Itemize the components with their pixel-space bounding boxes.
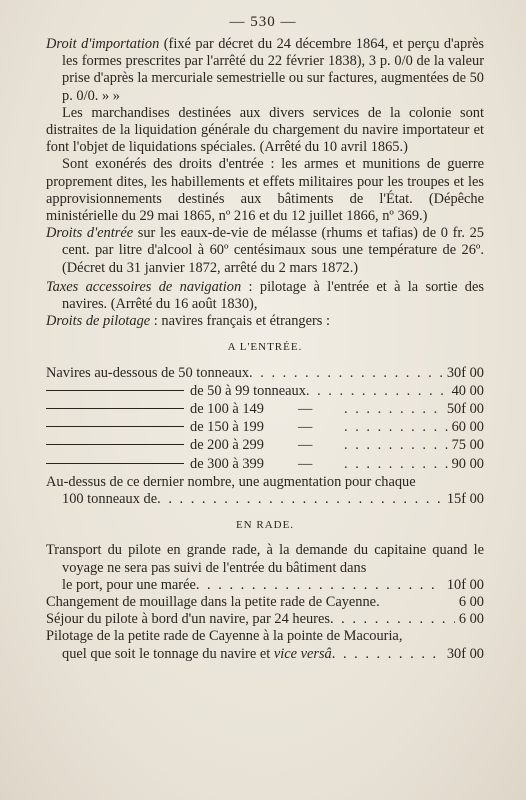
tariff-row-value: 30f 00	[446, 364, 484, 381]
tariff-row	[46, 383, 484, 401]
transport-lead: le port, pour une marée	[62, 576, 196, 593]
pilotage-text: Pilotage de la petite rade de Cayenne à la pointe de Macouria,	[46, 628, 403, 645]
leader-dots	[249, 365, 443, 382]
ditto-rule	[46, 390, 184, 391]
ditto-dash: —	[298, 455, 313, 472]
ditto-dash: —	[298, 401, 313, 418]
changement-value: 6 00	[458, 594, 484, 610]
pilotage-lead-italic: vice versâ	[273, 645, 332, 662]
paragraph-exoneres: Sont exonérés des droits d'entrée : les armes et munitions de guerre proprement dites, les habillements et effets militaires pour les troupes et les approvisionnements destinés aux bâtiments de l'État. (Dépêche ministérielle du 29 mai 1865, nº 216 et du 12 juillet 1866, nº 369.)	[46, 156, 484, 225]
sejour-row	[46, 611, 484, 628]
heading-en-rade: EN RADE.	[235, 519, 295, 532]
ditto-rule	[46, 444, 184, 445]
tariff-row-label: Navires au-dessous de	[46, 364, 175, 381]
leader-dots	[344, 437, 448, 454]
tariff-row	[46, 401, 484, 419]
transport-row	[46, 577, 484, 594]
tariff-row	[46, 437, 484, 455]
tariff-row-range: 50 tonneaux	[178, 364, 250, 381]
tariff-row-range: de 200 à 299	[190, 437, 264, 454]
heading-a-l-entree: A L'ENTRÉE.	[227, 341, 303, 354]
above-limit-value: 15f 00	[446, 490, 484, 507]
leader-dots	[344, 419, 448, 436]
leader-dots	[344, 401, 443, 418]
above-limit-text: Au-dessus de ce dernier nombre, une augmentation pour chaque	[46, 473, 416, 490]
paragraph-text: sur les eaux-de-vie de mélasse (rhums et tafias) de 0 fr. 25 cent. par litre d'alcool à 60º centésimaux sous une température de 26º. (Décret du 31 janvier 1872, arrêté du 2 mars 1872.)	[62, 225, 485, 276]
leader-dots	[330, 611, 455, 628]
transport-value: 10f 00	[446, 576, 484, 593]
ditto-rule	[46, 463, 184, 464]
tariff-row	[46, 365, 484, 383]
leader-dots	[196, 577, 443, 594]
page-content	[46, 36, 484, 663]
term-droits-pilotage: Droits de pilotage	[46, 313, 151, 330]
term-droit-importation: Droit d'importation	[46, 36, 160, 52]
tariff-row-value: 40 00	[451, 382, 484, 399]
paragraph-text: (fixé par décret du 24 décembre 1864, et perçu d'après les formes prescrites par l'arrêté du 22 février 1838), 3 p. 0/0 de la valeur prise d'après la mercuriale semestrielle ou sur factures, augmentées de 50 p. 0/0. » »	[62, 36, 484, 104]
changement-row	[46, 594, 484, 611]
leader-dots	[157, 491, 443, 508]
tariff-row-range: de 50 à 99 tonneaux	[190, 382, 306, 399]
tariff-row	[46, 456, 484, 474]
changement-lead: Changement de mouillage dans la petite rade de Cayenne.	[46, 594, 380, 610]
leader-dots	[344, 456, 448, 473]
paragraph-taxes-accessoires	[46, 279, 484, 313]
tariff-row-value: 50f 00	[446, 401, 484, 418]
leader-dots	[306, 383, 448, 400]
pilotage-lead-text: quel que soit le tonnage du navire et	[62, 645, 274, 662]
sejour-value: 6 00	[458, 611, 484, 628]
tariff-row-range: de 150 à 199	[190, 419, 264, 436]
paragraph-marchandises: Les marchandises destinées aux divers services de la colonie sont distraites de la liquidation générale du chargement du navire importateur et font l'objet de liquidations spéciales. (Arrêté du 10 avril 1865.)	[46, 104, 484, 156]
paragraph-text: : navires français et étrangers :	[150, 313, 331, 330]
paragraph-droits-entree	[46, 225, 484, 277]
paragraph-droit-importation	[46, 36, 484, 105]
ditto-rule	[46, 408, 184, 409]
paragraph-text: : pilotage à l'entrée et à la sortie des navires. (Arrêté du 16 août 1830),	[62, 278, 484, 313]
ditto-rule	[46, 426, 184, 427]
tariff-row-value: 60 00	[451, 419, 484, 436]
pilotage-lead	[62, 646, 332, 663]
leader-dots	[332, 646, 443, 663]
above-limit-row	[46, 491, 484, 508]
page-number: — 530 —	[229, 14, 297, 30]
tariff-row-range: de 100 à 149	[190, 401, 264, 418]
above-limit-lead: 100 tonneaux de	[62, 490, 158, 507]
tariff-row	[46, 419, 484, 437]
tariff-row-value: 90 00	[451, 455, 484, 472]
ditto-dash: —	[298, 437, 313, 454]
pilotage-value: 30f 00	[446, 645, 484, 662]
sejour-lead: Séjour du pilote à bord d'un navire, par 24 heures	[46, 611, 330, 628]
transport-text: Transport du pilote en grande rade, à la demande du capitaine quand le voyage ne sera pas suivi de l'entrée du bâtiment dans	[46, 542, 484, 576]
term-droits-entree: Droits d'entrée	[46, 225, 134, 242]
paragraph-droits-pilotage	[46, 313, 484, 330]
tariff-row-range: de 300 à 399	[190, 455, 264, 472]
tariff-row-value: 75 00	[451, 437, 484, 454]
pilotage-row	[46, 646, 484, 663]
term-taxes-accessoires: Taxes accessoires de navigation	[46, 278, 242, 295]
ditto-dash: —	[298, 419, 313, 436]
